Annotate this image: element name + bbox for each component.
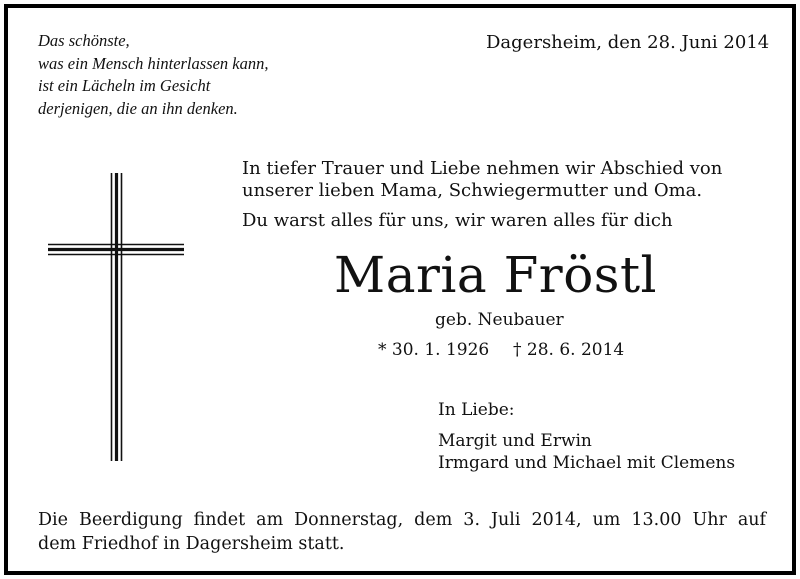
mourners-list <box>438 430 735 474</box>
motto-line: Du warst alles für uns, wir waren alles für dich <box>242 210 673 231</box>
mourner-line: Margit und Erwin <box>438 431 592 451</box>
death-date: † 28. 6. 2014 <box>513 340 625 360</box>
memorial-quote <box>38 30 269 120</box>
farewell-line: unserer lieben Mama, Schwiegermutter und Oma. <box>242 180 703 201</box>
farewell-line: In tiefer Trauer und Liebe nehmen wir Abschied von <box>242 158 723 179</box>
farewell-text <box>242 158 722 202</box>
funeral-line: Die Beerdigung findet am Donnerstag, dem 3. Juli 2014, um 13.00 Uhr auf <box>38 510 766 530</box>
birth-date: * 30. 1. 1926 <box>378 340 490 360</box>
quote-line: derjenigen, die an ihn denken. <box>38 98 238 118</box>
deceased-name: Maria Fröstl <box>334 246 658 304</box>
mourners-heading: In Liebe: <box>438 400 515 420</box>
quote-line: Das schönste, <box>38 31 130 50</box>
quote-line: ist ein Lächeln im Gesicht <box>38 76 211 95</box>
place-date-line: Dagersheim, den 28. Juni 2014 <box>486 32 770 53</box>
quote-line: was ein Mensch hinterlassen kann, <box>38 53 269 73</box>
cross-icon <box>46 171 186 467</box>
funeral-line: dem Friedhof in Dagersheim statt. <box>38 534 345 554</box>
funeral-notice <box>38 508 766 556</box>
mourner-line: Irmgard und Michael mit Clemens <box>438 453 736 473</box>
obituary-notice <box>4 4 796 575</box>
maiden-name: geb. Neubauer <box>435 310 564 330</box>
